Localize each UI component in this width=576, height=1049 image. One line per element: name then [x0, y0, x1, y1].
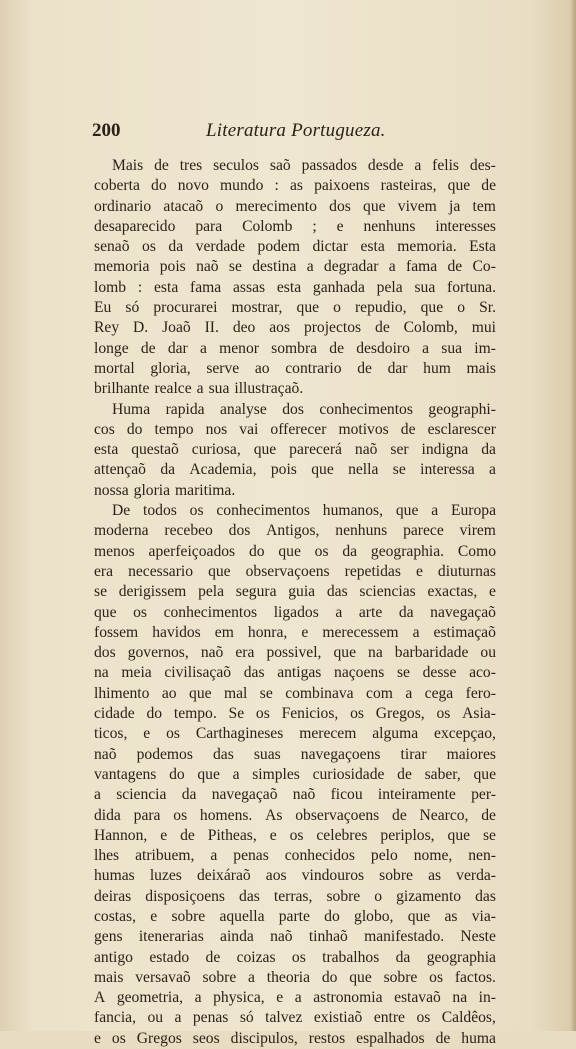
text-line: lhimento ao que mal se combinava com a cega fero-: [94, 684, 496, 702]
text-line: desaparecido para Colomb ; e nenhuns interesses: [94, 217, 496, 235]
text-line: antigo estado de coizas os trabalhos da geographia: [94, 948, 496, 966]
text-line: A geometria, a physica, e a astronomia estavaõ na in-: [94, 989, 496, 1007]
text-line: longe de dar a menor sombra de desdoiro a sua im-: [94, 339, 496, 357]
text-line: humas luzes deixáraõ aos vindouros sobre as verda-: [94, 867, 496, 885]
text-line: que os conhecimentos ligados a arte da navegaçaõ: [94, 603, 496, 621]
text-line: Huma rapida analyse dos conhecimentos geographi-: [112, 400, 496, 418]
text-line: Eu só procurarei mostrar, que o repudio, que o Sr.: [94, 299, 496, 317]
page-number: 200: [92, 120, 121, 141]
text-line: na meia civilisaçaõ das antigas naçoens se desse aco-: [94, 664, 496, 682]
text-line: gens itenerarias ainda naõ tinhaõ manifestado. Neste: [94, 928, 496, 946]
text-line: dida para os homens. As observaçoens de Nearco, de: [94, 806, 496, 824]
running-head: [88, 118, 498, 144]
text-line: fancia, ou a penas só talvez existiaõ entre os Caldêos,: [94, 1009, 496, 1027]
text-line: se derigissem pela segura guia das sciencias exactas, e: [94, 583, 496, 601]
text-line: lhes atribuem, a penas conhecidos pelo nome, nen-: [94, 847, 496, 865]
text-line: vantagens do que a simples curiosidade de saber, que: [94, 765, 496, 783]
body-text: [94, 156, 496, 1049]
text-line: dos governos, naõ era possivel, que na barbaridade ou: [94, 644, 496, 662]
text-line: era necessario que observaçoens repetidas e diuturnas: [94, 562, 496, 580]
text-line: cos do tempo nos vai offerecer motivos de esclarescer: [94, 420, 496, 438]
text-line: naõ podemos das suas navegaçoens tirar maiores: [94, 745, 496, 763]
text-line: memoria pois naõ se destina a degradar a fama de Co-: [94, 258, 496, 276]
text-line: fossem havidos em honra, e merecessem a estimaçaõ: [94, 623, 496, 641]
text-line: mais versavaõ sobre a theoria do que sobre os factos.: [94, 968, 496, 986]
text-line: Rey D. Joaõ II. deo aos projectos de Colomb, mui: [94, 319, 496, 337]
text-line: moderna recebeo dos Antigos, nenhuns parece virem: [94, 522, 496, 540]
text-line: senaõ os da verdade podem dictar esta memoria. Esta: [94, 238, 496, 256]
page-edge-shadow: [570, 0, 576, 1031]
text-line: attençaõ da Academia, pois que nella se interessa a: [94, 461, 496, 479]
text-line: nossa gloria maritima.: [94, 481, 236, 499]
running-title: Literatura Portugueza.: [206, 120, 386, 141]
text-line: coberta do novo mundo : as paixoens rasteiras, que de: [94, 177, 496, 195]
text-line: brilhante realce a sua illustraçaõ.: [94, 380, 304, 398]
text-line: deiras disposiçoens das terras, sobre o gizamento das: [94, 887, 496, 905]
text-line: menos aperfeiçoados do que os da geographia. Como: [94, 542, 496, 560]
text-line: cidade do tempo. Se os Fenicios, os Gregos, os Asia-: [94, 705, 496, 723]
text-line: Mais de tres seculos saõ passados desde a felis des-: [112, 157, 496, 174]
text-line: ordinario atacaõ o merecimento dos que vivem ja tem: [94, 197, 496, 215]
text-line: a sciencia da navegaçaõ naõ ficou inteiramente per-: [94, 786, 496, 804]
text-line: Hannon, e de Pitheas, e os celebres periplos, que se: [94, 826, 496, 844]
text-line: esta questaõ curiosa, que parecerá naõ ser indigna da: [94, 441, 496, 459]
text-line: lomb : esta fama assas esta ganhada pela sua fortuna.: [94, 278, 496, 296]
text-line: mortal gloria, serve ao contrario de dar hum mais: [94, 359, 496, 377]
text-line: ticos, e os Carthagineses merecem alguma excepçao,: [94, 725, 496, 743]
text-line: e os Gregos seos discipulos, restos espalhados de huma: [94, 1029, 496, 1047]
text-line: costas, e sobre aquella parte do globo, que as via-: [94, 907, 496, 925]
text-line: De todos os conhecimentos humanos, que a Europa: [112, 502, 496, 520]
